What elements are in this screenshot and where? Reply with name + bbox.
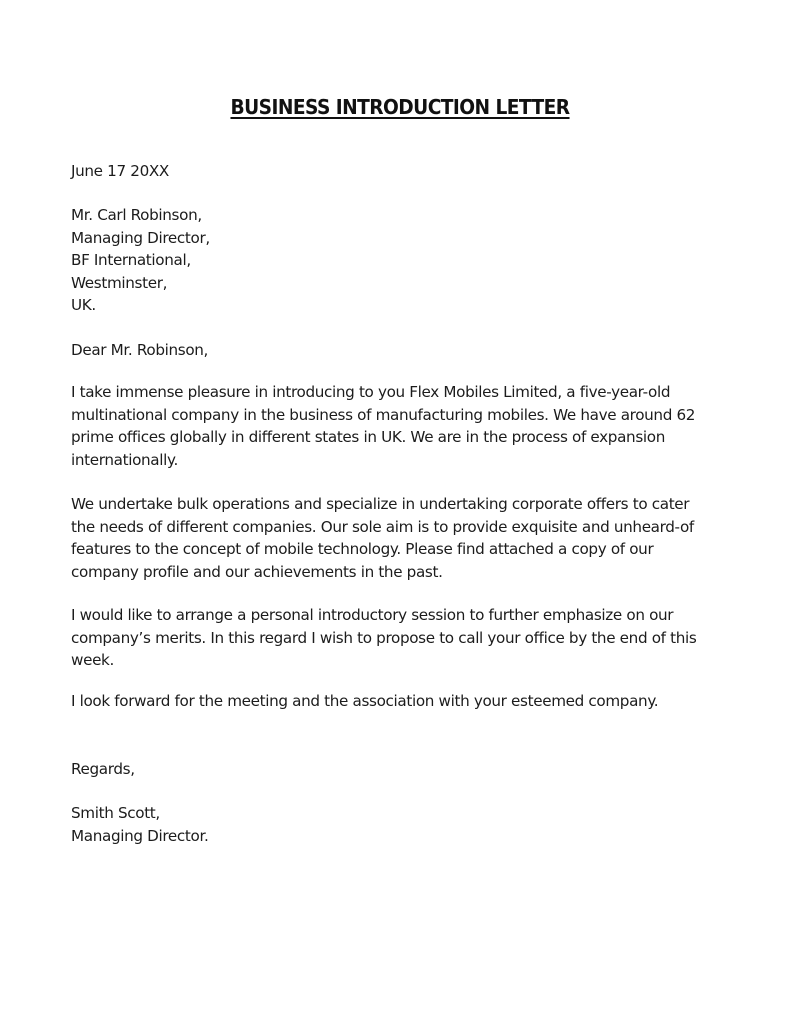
paragraph-line: features to the concept of mobile technology. Please find attached a copy of our <box>71 540 654 559</box>
sender-position: Managing Director. <box>71 827 209 845</box>
recipient-position: Managing Director, <box>71 229 210 247</box>
document-title: BUSINESS INTRODUCTION LETTER <box>230 95 570 119</box>
paragraph-line: I would like to arrange a personal introductory session to further emphasize on our <box>71 606 674 624</box>
recipient-country: UK. <box>71 296 96 314</box>
paragraph-line: week. <box>71 651 114 670</box>
recipient-company: BF International, <box>71 251 191 269</box>
body-paragraph-4 <box>71 690 731 713</box>
paragraph-line: internationally. <box>71 450 178 469</box>
sender-name: Smith Scott, <box>71 804 160 822</box>
letter-date: June 17 20XX <box>71 162 169 180</box>
paragraph-line: the needs of different companies. Our sole aim is to provide exquisite and unheard-of <box>71 517 694 536</box>
paragraph-line: company profile and our achievements in the past. <box>71 562 443 581</box>
recipient-city: Westminster, <box>71 274 168 292</box>
body-paragraph-1 <box>71 381 731 471</box>
paragraph-line: I look forward for the meeting and the association with your esteemed company. <box>71 692 659 710</box>
closing: Regards, <box>71 760 135 778</box>
paragraph-line: company’s merits. In this regard I wish to propose to call your office by the end of this <box>71 628 697 647</box>
body-paragraph-3 <box>71 604 731 672</box>
salutation: Dear Mr. Robinson, <box>71 341 209 359</box>
paragraph-line: prime offices globally in different states in UK. We are in the process of expansion <box>71 428 665 447</box>
body-paragraph-2 <box>71 493 731 583</box>
paragraph-line: multinational company in the business of manufacturing mobiles. We have around 62 <box>71 405 696 424</box>
recipient-name: Mr. Carl Robinson, <box>71 206 202 224</box>
paragraph-line: We undertake bulk operations and specialize in undertaking corporate offers to cater <box>71 495 690 513</box>
paragraph-line: I take immense pleasure in introducing to you Flex Mobiles Limited, a five-year-old <box>71 383 671 401</box>
